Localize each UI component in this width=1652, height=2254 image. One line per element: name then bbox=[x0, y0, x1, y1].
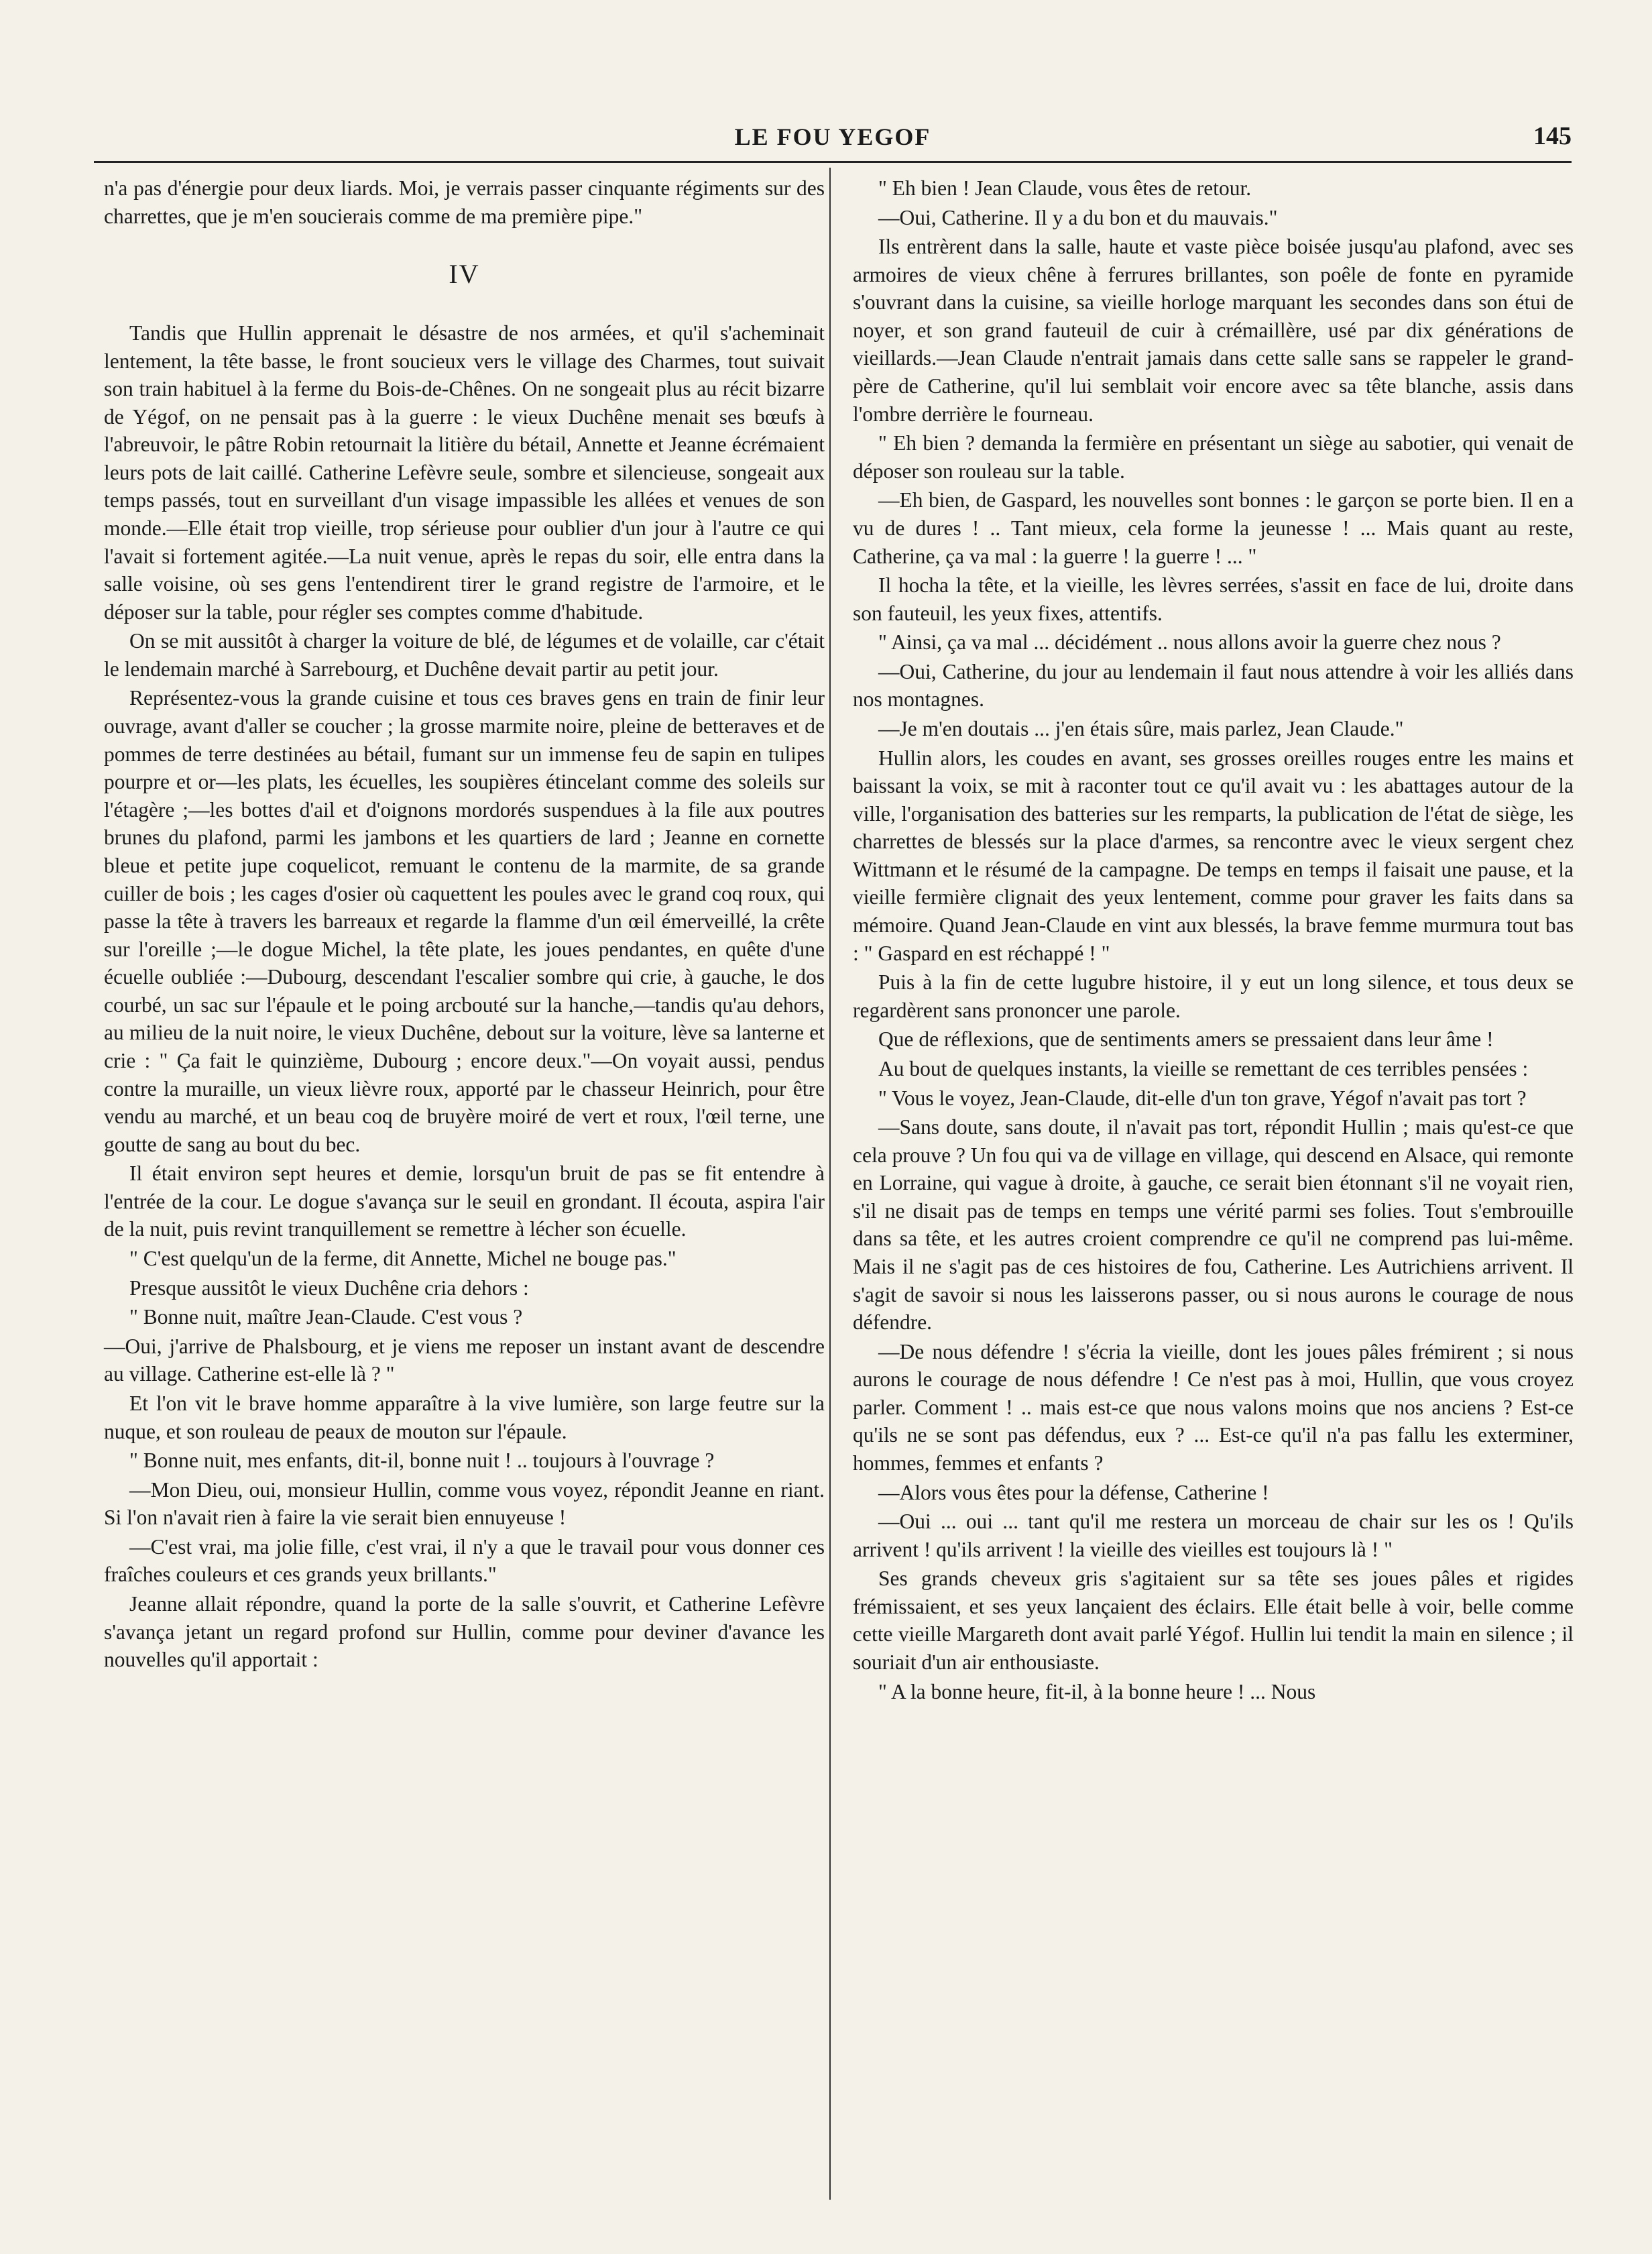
paragraph: " C'est quelqu'un de la ferme, dit Annette, Michel ne bouge pas." bbox=[129, 1247, 676, 1271]
paragraph: Jeanne allait répondre, quand la porte de la salle s'ouvrit, et Catherine Lefèvre s'avança jetant un regard profond sur Hullin, comme pour deviner d'avance les nouvelles qu'il apportait : bbox=[104, 1591, 825, 1672]
paragraph: " Vous le voyez, Jean-Claude, dit-elle d'un ton grave, Yégof n'avait pas tort ? bbox=[878, 1086, 1527, 1110]
opening-paragraph: n'a pas d'énergie pour deux liards. Moi, je verrais passer cinquante régiments sur des charrettes, que je m'en soucierais comme de ma première pipe." bbox=[104, 176, 825, 228]
paragraph: Hullin alors, les coudes en avant, ses grosses oreilles rouges entre les mains et baissant la voix, se mit à raconter tout ce qu'il avait vu : les abattages autour de la ville, l'organisation des batteries sur les remparts, la publication de l'état de siège, les charrettes de blessés sur la place d'armes, sa rencontre avec le vieux sergent chez Wittmann et le résumé de la campagne. De temps en temps il faisait une pause, et la vieille fermière clignait des yeux lentement, comme pour graver les faits dans sa mémoire. Quand Jean-Claude en vint aux blessés, la brave femme murmura tout bas : " Gaspard en est réchappé ! " bbox=[853, 746, 1574, 965]
paragraph: —Oui, j'arrive de Phalsbourg, et je viens me reposer un instant avant de descendre au village. Catherine est-elle là ? " bbox=[104, 1334, 825, 1386]
left-column bbox=[104, 174, 825, 1675]
running-title: LE FOU YEGOF bbox=[734, 123, 931, 150]
paragraph: —Oui, Catherine. Il y a du bon et du mauvais." bbox=[878, 205, 1278, 229]
column-divider bbox=[829, 168, 831, 2200]
paragraph: Puis à la fin de cette lugubre histoire, il y eut un long silence, et tous deux se regardèrent sans prononcer une parole. bbox=[853, 970, 1574, 1022]
paragraph: Il était environ sept heures et demie, lorsqu'un bruit de pas se fit entendre à l'entrée de la cour. Le dogue s'avança sur le seuil en grondant. Il écouta, aspira l'air de la nuit, puis revint tranquillement se remettre à lécher son écuelle. bbox=[104, 1162, 825, 1241]
paragraph: —Oui, Catherine, du jour au lendemain il faut nous attendre à voir les alliés dans nos montagnes. bbox=[853, 659, 1574, 712]
header-rule bbox=[94, 161, 1572, 163]
paragraph: Presque aussitôt le vieux Duchêne cria dehors : bbox=[129, 1276, 529, 1300]
paragraph: Représentez-vous la grande cuisine et tous ces braves gens en train de finir leur ouvrage, avant d'aller se coucher ; la grosse marmite noire, pleine de betteraves et de pommes de terre destinées au bétail, fumant sur un immense feu de sapin en tulipes pourpre et or—les plats, les écuelles, les soupières étincelant comme des soleils sur l'étagère ;—les bottes d'ail et d'oignons mordorés suspendues à la file aux poutres brunes du plafond, parmi les jambons et les quartiers de lard ; Jeanne en cornette bleue et petite jupe coquelicot, remuant le contenu de la marmite, de sa grande cuiller de bois ; les cages d'osier où caquettent les poules avec le grand coq roux, qui passe la tête à travers les barreaux et regarde la flamme d'un œil émerveillé, la crête sur l'oreille ;—le dogue Michel, la tête plate, les joues pendantes, en quête d'une écuelle oubliée :—Dubourg, descendant l'escalier sombre qui crie, à gauche, le dos courbé, un sac sur l'épaule et le poing arcbouté sur la hanche,—tandis qu'au dehors, au milieu de la nuit noire, le vieux Duchêne, debout sur la voiture, lève sa lanterne et crie : " Ça fait le quinzième, Dubourg ; encore deux."—On voyait aussi, pendus contre la muraille, un vieux lièvre roux, apporté par le chasseur Heinrich, pour être vendu au marché, et un beau coq de bruyère moiré de vert et roux, l'œil terne, une goutte de sang au bout du bec. bbox=[104, 686, 825, 1156]
paragraph: —Je m'en doutais ... j'en étais sûre, mais parlez, Jean Claude." bbox=[878, 716, 1404, 740]
paragraph: " Ainsi, ça va mal ... décidément .. nous allons avoir la guerre chez nous ? bbox=[878, 630, 1501, 655]
paragraph: —Eh bien, de Gaspard, les nouvelles sont bonnes : le garçon se porte bien. Il en a vu de dures ! .. Tant mieux, cela forme la jeunesse ! ... Mais quant au reste, Catherine, ça va mal : la guerre ! la guerre ! ... " bbox=[853, 488, 1574, 568]
paragraph: —De nous défendre ! s'écria la vieille, dont les joues pâles frémirent ; si nous aurons le courage de nous défendre ! Ce n'est pas à moi, Hullin, que vous croyez parler. Comment ! .. mais est-ce que nous valons moins que nos anciens ? Est-ce qu'ils ne se sont pas défendus, eux ? ... Est-ce qu'il n'a pas fallu les exterminer, hommes, femmes et enfants ? bbox=[853, 1339, 1574, 1475]
page-number: 145 bbox=[1533, 122, 1572, 150]
paragraph: On se mit aussitôt à charger la voiture de blé, de légumes et de volaille, car c'était le lendemain marché à Sarrebourg, et Duchêne devait partir au petit jour. bbox=[104, 629, 825, 681]
paragraph: Ils entrèrent dans la salle, haute et vaste pièce boisée jusqu'au plafond, avec ses armoires de vieux chêne à ferrures brillantes, son poêle de fonte en pyramide s'ouvrant dans la cuisine, sa vieille horloge marquant les secondes dans son étui de noyer, et son grand fauteuil de cuir à crémaillère, usé par dix générations de vieillards.—Jean Claude n'entrait jamais dans cette salle sans se rappeler le grand-père de Catherine, qu'il lui semblait voir encore avec sa tête blanche, assis dans l'ombre derrière le fourneau. bbox=[853, 235, 1574, 426]
page-header bbox=[94, 117, 1572, 158]
paragraph: Que de réflexions, que de sentiments amers se pressaient dans leur âme ! bbox=[878, 1027, 1494, 1052]
paragraph: Tandis que Hullin apprenait le désastre de nos armées, et qu'il s'acheminait lentement, la tête basse, le front soucieux vers le village des Charmes, tout suivait son train habituel à la ferme du Bois-de-Chênes. On ne songeait plus au récit bizarre de Yégof, on ne pensait pas à la guerre : le vieux Duchêne menait ses bœufs à l'abreuvoir, le pâtre Robin retournait la litière du bétail, Annette et Jeanne écrémaient leurs pots de lait caillé. Catherine Lefèvre seule, sombre et silencieuse, songeait aux temps passés, tout en surveillant d'un visage impassible les allées et venues de son monde.—Elle était trop vieille, trop sérieuse pour oublier d'un jour à l'autre ce qui l'avait si fortement agitée.—La nuit venue, après le repas du soir, elle entra dans la salle voisine, où ses gens l'entendirent tirer le grand registre de l'armoire, et le déposer sur la table, pour régler ses comptes comme d'habitude. bbox=[104, 321, 825, 624]
right-column bbox=[853, 174, 1574, 1707]
paragraph: " Bonne nuit, maître Jean-Claude. C'est vous ? bbox=[129, 1305, 523, 1329]
paragraph: Il hocha la tête, et la vieille, les lèvres serrées, s'assit en face de lui, droite dans son fauteuil, les yeux fixes, attentifs. bbox=[853, 573, 1574, 625]
paragraph: Au bout de quelques instants, la vieille se remettant de ces terribles pensées : bbox=[878, 1056, 1529, 1080]
paragraph: " Bonne nuit, mes enfants, dit-il, bonne nuit ! .. toujours à l'ouvrage ? bbox=[129, 1449, 715, 1473]
paragraph: " Eh bien ? demanda la fermière en présentant un siège au sabotier, qui venait de déposer son rouleau sur la table. bbox=[853, 431, 1574, 483]
paragraph: —Oui ... oui ... tant qu'il me restera un morceau de chair sur les os ! Qu'ils arrivent ! qu'ils arrivent ! la vieille des vieilles est toujours là ! " bbox=[853, 1510, 1574, 1561]
paragraph: —C'est vrai, ma jolie fille, c'est vrai, il n'y a que le travail pour vous donner ces fraîches couleurs et ces grands yeux brillants." bbox=[104, 1534, 825, 1587]
paragraph: —Sans doute, sans doute, il n'avait pas tort, répondit Hullin ; mais qu'est-ce que cela prouve ? Un fou qui va de village en village, qui descend en Alsace, qui remonte en Lorraine, qui vague à droite, à gauche, ce serait bien étonnant s'il ne voyait rien, s'il ne disait pas de temps en temps une vérité parmi ses folies. Tout s'embrouille dans sa tête, et les autres croient comprendre ce qu'il ne comprend pas lui-même. Mais il ne s'agit pas de ces histoires de fou, Catherine. Les Autrichiens arrivent. Il s'agit de savoir si nous les laisserons passer, ou si nous aurons le courage de nous défendre. bbox=[853, 1115, 1574, 1335]
paragraph: " Eh bien ! Jean Claude, vous êtes de retour. bbox=[878, 176, 1252, 200]
chapter-heading: IV bbox=[449, 259, 480, 290]
paragraph: —Mon Dieu, oui, monsieur Hullin, comme vous voyez, répondit Jeanne en riant. Si l'on n'avait rien à faire la vie serait bien ennuyeuse ! bbox=[104, 1477, 825, 1530]
paragraph: —Alors vous êtes pour la défense, Catherine ! bbox=[878, 1480, 1269, 1504]
paragraph: " A la bonne heure, fit-il, à la bonne heure ! ... Nous bbox=[878, 1679, 1316, 1703]
paragraph: Ses grands cheveux gris s'agitaient sur sa tête ses joues pâles et rigides frémissaient, et ses yeux lançaient des éclairs. Elle était belle à voir, belle comme cette vieille Margareth dont avait parlé Yégof. Hullin lui tendit la main en silence ; il souriait d'un air enthousiaste. bbox=[853, 1567, 1574, 1675]
paragraph: Et l'on vit le brave homme apparaître à la vive lumière, son large feutre sur la nuque, et son rouleau de peaux de mouton sur l'épaule. bbox=[104, 1391, 825, 1443]
